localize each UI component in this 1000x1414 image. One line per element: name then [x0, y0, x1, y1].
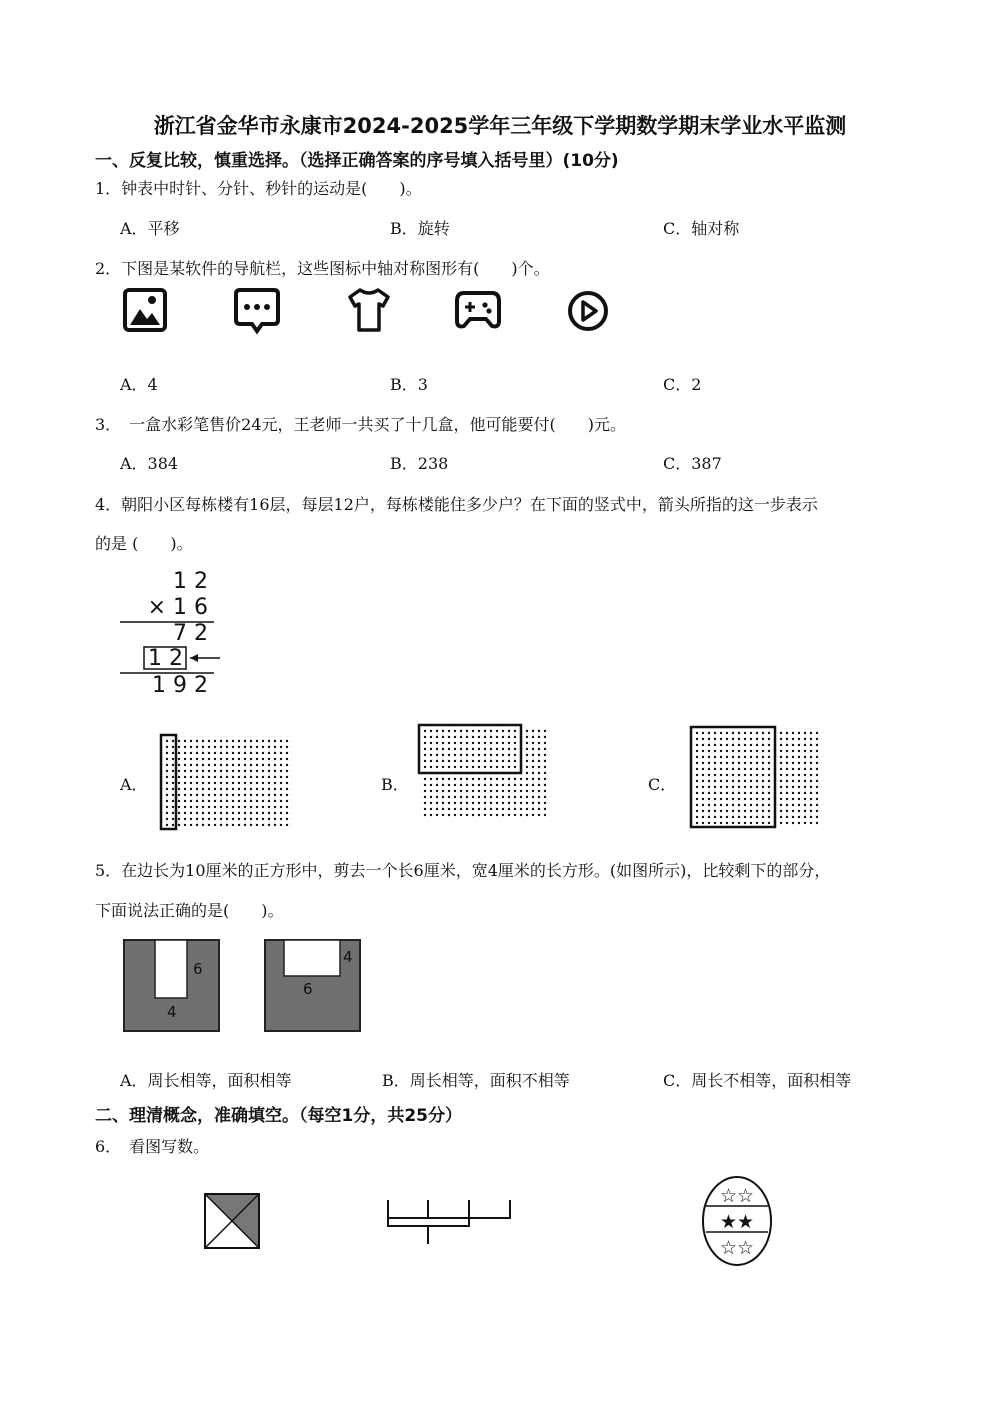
q2-option-a: A．4: [120, 375, 158, 394]
gamepad-icon: [454, 289, 502, 331]
q4-text-line1: 4．朝阳小区每栋楼有16层，每层12户，每栋楼能住多少户？在下面的竖式中，箭头所指的这一步表示: [95, 495, 818, 514]
q5-option-c: C．周长不相等，面积相等: [663, 1071, 852, 1090]
q1-text: 1．钟表中时针、分针、秒针的运动是( )。: [95, 179, 422, 198]
q1-option-a: A．平移: [120, 219, 180, 238]
q3-option-a: A．384: [120, 454, 179, 473]
q3-option-b: B．238: [390, 454, 449, 473]
play-icon: [566, 289, 610, 333]
q3-option-c: C．387: [663, 454, 722, 473]
q5-text-line2: 下面说法正确的是( )。: [95, 901, 284, 920]
q4-option-b: B．: [381, 775, 409, 794]
chat-icon: [234, 287, 282, 337]
calc-row5: 1 9 2: [152, 673, 208, 698]
vertical-multiplication: [110, 565, 230, 700]
section1-heading: 一、反复比较，慎重选择。（选择正确答案的序号填入括号里）(10分): [95, 151, 619, 171]
q5-option-a: A．周长相等，面积相等: [120, 1071, 292, 1090]
star-row1: ☆☆: [719, 1185, 755, 1207]
fig2-bottom-label: 6: [303, 980, 313, 998]
fig2-side-label: 4: [343, 948, 353, 966]
fig1-side-label: 6: [193, 960, 203, 978]
q4-option-c: C．: [648, 775, 677, 794]
arrow-head-icon: [190, 654, 198, 662]
q3-text: 3． 一盒水彩笔售价24元，王老师一共买了十几盒，他可能要付( )元。: [95, 415, 627, 434]
page-title: 浙江省金华市永康市2024-2025学年三年级下学期数学期末学业水平监测: [153, 114, 847, 138]
square-quarters-figure: [203, 1192, 261, 1250]
star-oval-figure: [698, 1172, 776, 1272]
calc-row3: 7 2: [173, 621, 208, 646]
fig1-bottom-label: 4: [167, 1003, 177, 1021]
dot-grid-a: [158, 732, 298, 832]
dot-grid-c: [688, 724, 826, 830]
calc-row2: × 1 6: [147, 595, 208, 620]
star-row3: ☆☆: [719, 1237, 755, 1259]
square-figure-1: [122, 938, 222, 1034]
q1-option-b: B．旋转: [390, 219, 450, 238]
square-figure-2: [263, 938, 363, 1034]
calc-row1: 1 2: [173, 569, 208, 594]
shirt-icon: [348, 287, 390, 333]
picture-icon: [122, 287, 170, 335]
q6-text: 6． 看图写数。: [95, 1137, 210, 1156]
q4-text-line2: 的是 ( )。: [95, 534, 193, 553]
star-row2: ★★: [719, 1211, 755, 1233]
dot-grid-b: [416, 722, 554, 822]
q5-text-line1: 5．在边长为10厘米的正方形中，剪去一个长6厘米，宽4厘米的长方形。(如图所示)，比较剩下的部分，: [95, 861, 831, 880]
q2-option-b: B．3: [390, 375, 428, 394]
q5-option-b: B．周长相等，面积不相等: [382, 1071, 570, 1090]
section2-heading: 二、理清概念，准确填空。（每空1分，共25分）: [95, 1106, 462, 1126]
calc-row4: 1 2: [148, 646, 183, 671]
q1-option-c: C．轴对称: [663, 219, 740, 238]
q2-option-c: C．2: [663, 375, 702, 394]
brace-segment-figure: [384, 1196, 516, 1248]
q4-option-a: A．: [120, 775, 148, 794]
q2-text-line: 2．下图是某软件的导航栏，这些图标中轴对称图形有( )个。: [95, 259, 550, 278]
